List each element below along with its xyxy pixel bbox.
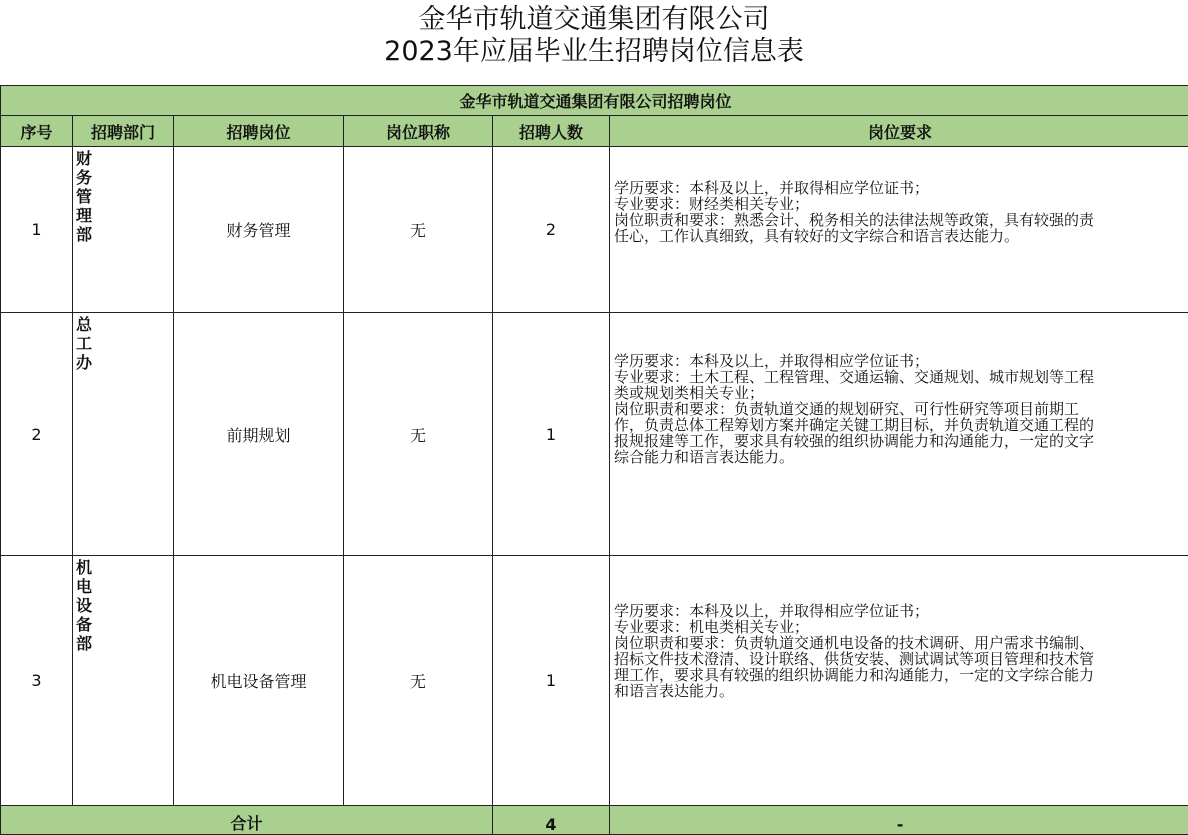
total-count: 4 [493,806,610,835]
table-row [1,313,1188,556]
section-header-row [1,86,1188,116]
row-dept-label: 总工办 [76,315,94,372]
header-count: 招聘人数 [493,116,610,147]
requirement-line: 综合能力和语言表达能力。 [614,449,1188,465]
requirement-line: 任心，工作认真细致，具有较好的文字综合和语言表达能力。 [614,228,1188,244]
row-requirements [610,556,1188,806]
row-dept [73,556,174,806]
requirement-line: 学历要求：本科及以上，并取得相应学位证书； [614,603,1188,619]
row-title: 无 [344,313,493,556]
header-title: 岗位职称 [344,116,493,147]
header-position: 招聘岗位 [174,116,344,147]
table-row [1,147,1188,313]
row-dept [73,313,174,556]
row-dept [73,147,174,313]
column-header-row [1,116,1188,147]
section-header: 金华市轨道交通集团有限公司招聘岗位 [1,86,1188,116]
row-position: 机电设备管理 [174,556,344,806]
row-dept-label: 机电设备部 [76,558,94,653]
row-position: 前期规划 [174,313,344,556]
requirement-line: 专业要求：机电类相关专业； [614,619,1188,635]
requirement-line: 岗位职责和要求：负责轨道交通的规划研究、可行性研究等项目前期工 [614,401,1188,417]
header-no: 序号 [1,116,73,147]
row-title: 无 [344,556,493,806]
row-no: 1 [1,147,73,313]
table-row [1,556,1188,806]
requirement-line: 专业要求：财经类相关专业； [614,196,1188,212]
row-requirements [610,147,1188,313]
row-no: 2 [1,313,73,556]
row-title: 无 [344,147,493,313]
total-label: 合计 [1,806,493,835]
row-dept-label: 财务管理部 [76,149,94,244]
recruitment-table [0,85,1188,835]
requirement-line: 招标文件技术澄清、设计联络、供货安装、测试调试等项目管理和技术管 [614,651,1188,667]
total-requirements: - [610,806,1188,835]
document-title: 金华市轨道交通集团有限公司 [0,4,1188,36]
requirement-line: 报规报建等工作，要求具有较强的组织协调能力和沟通能力，一定的文字 [614,433,1188,449]
requirement-line: 专业要求：土木工程、工程管理、交通运输、交通规划、城市规划等工程 [614,369,1188,385]
row-count: 2 [493,147,610,313]
row-requirements [610,313,1188,556]
requirement-line: 理工作，要求具有较强的组织协调能力和沟通能力，一定的文字综合能力 [614,667,1188,683]
total-row [1,806,1188,835]
row-count: 1 [493,556,610,806]
requirement-line: 作，负责总体工程筹划方案并确定关键工期目标，并负责轨道交通工程的 [614,417,1188,433]
requirement-line: 和语言表达能力。 [614,683,1188,699]
requirement-line: 学历要求：本科及以上，并取得相应学位证书； [614,180,1188,196]
requirement-line: 岗位职责和要求：负责轨道交通机电设备的技术调研、用户需求书编制、 [614,635,1188,651]
header-dept: 招聘部门 [73,116,174,147]
requirement-line: 岗位职责和要求：熟悉会计、税务相关的法律法规等政策，具有较强的责 [614,212,1188,228]
document-subtitle: 2023年应届毕业生招聘岗位信息表 [0,36,1188,68]
header-requirements: 岗位要求 [610,116,1188,147]
row-no: 3 [1,556,73,806]
requirement-line: 学历要求：本科及以上，并取得相应学位证书； [614,353,1188,369]
row-count: 1 [493,313,610,556]
requirement-line: 类或规划类相关专业； [614,385,1188,401]
row-position: 财务管理 [174,147,344,313]
